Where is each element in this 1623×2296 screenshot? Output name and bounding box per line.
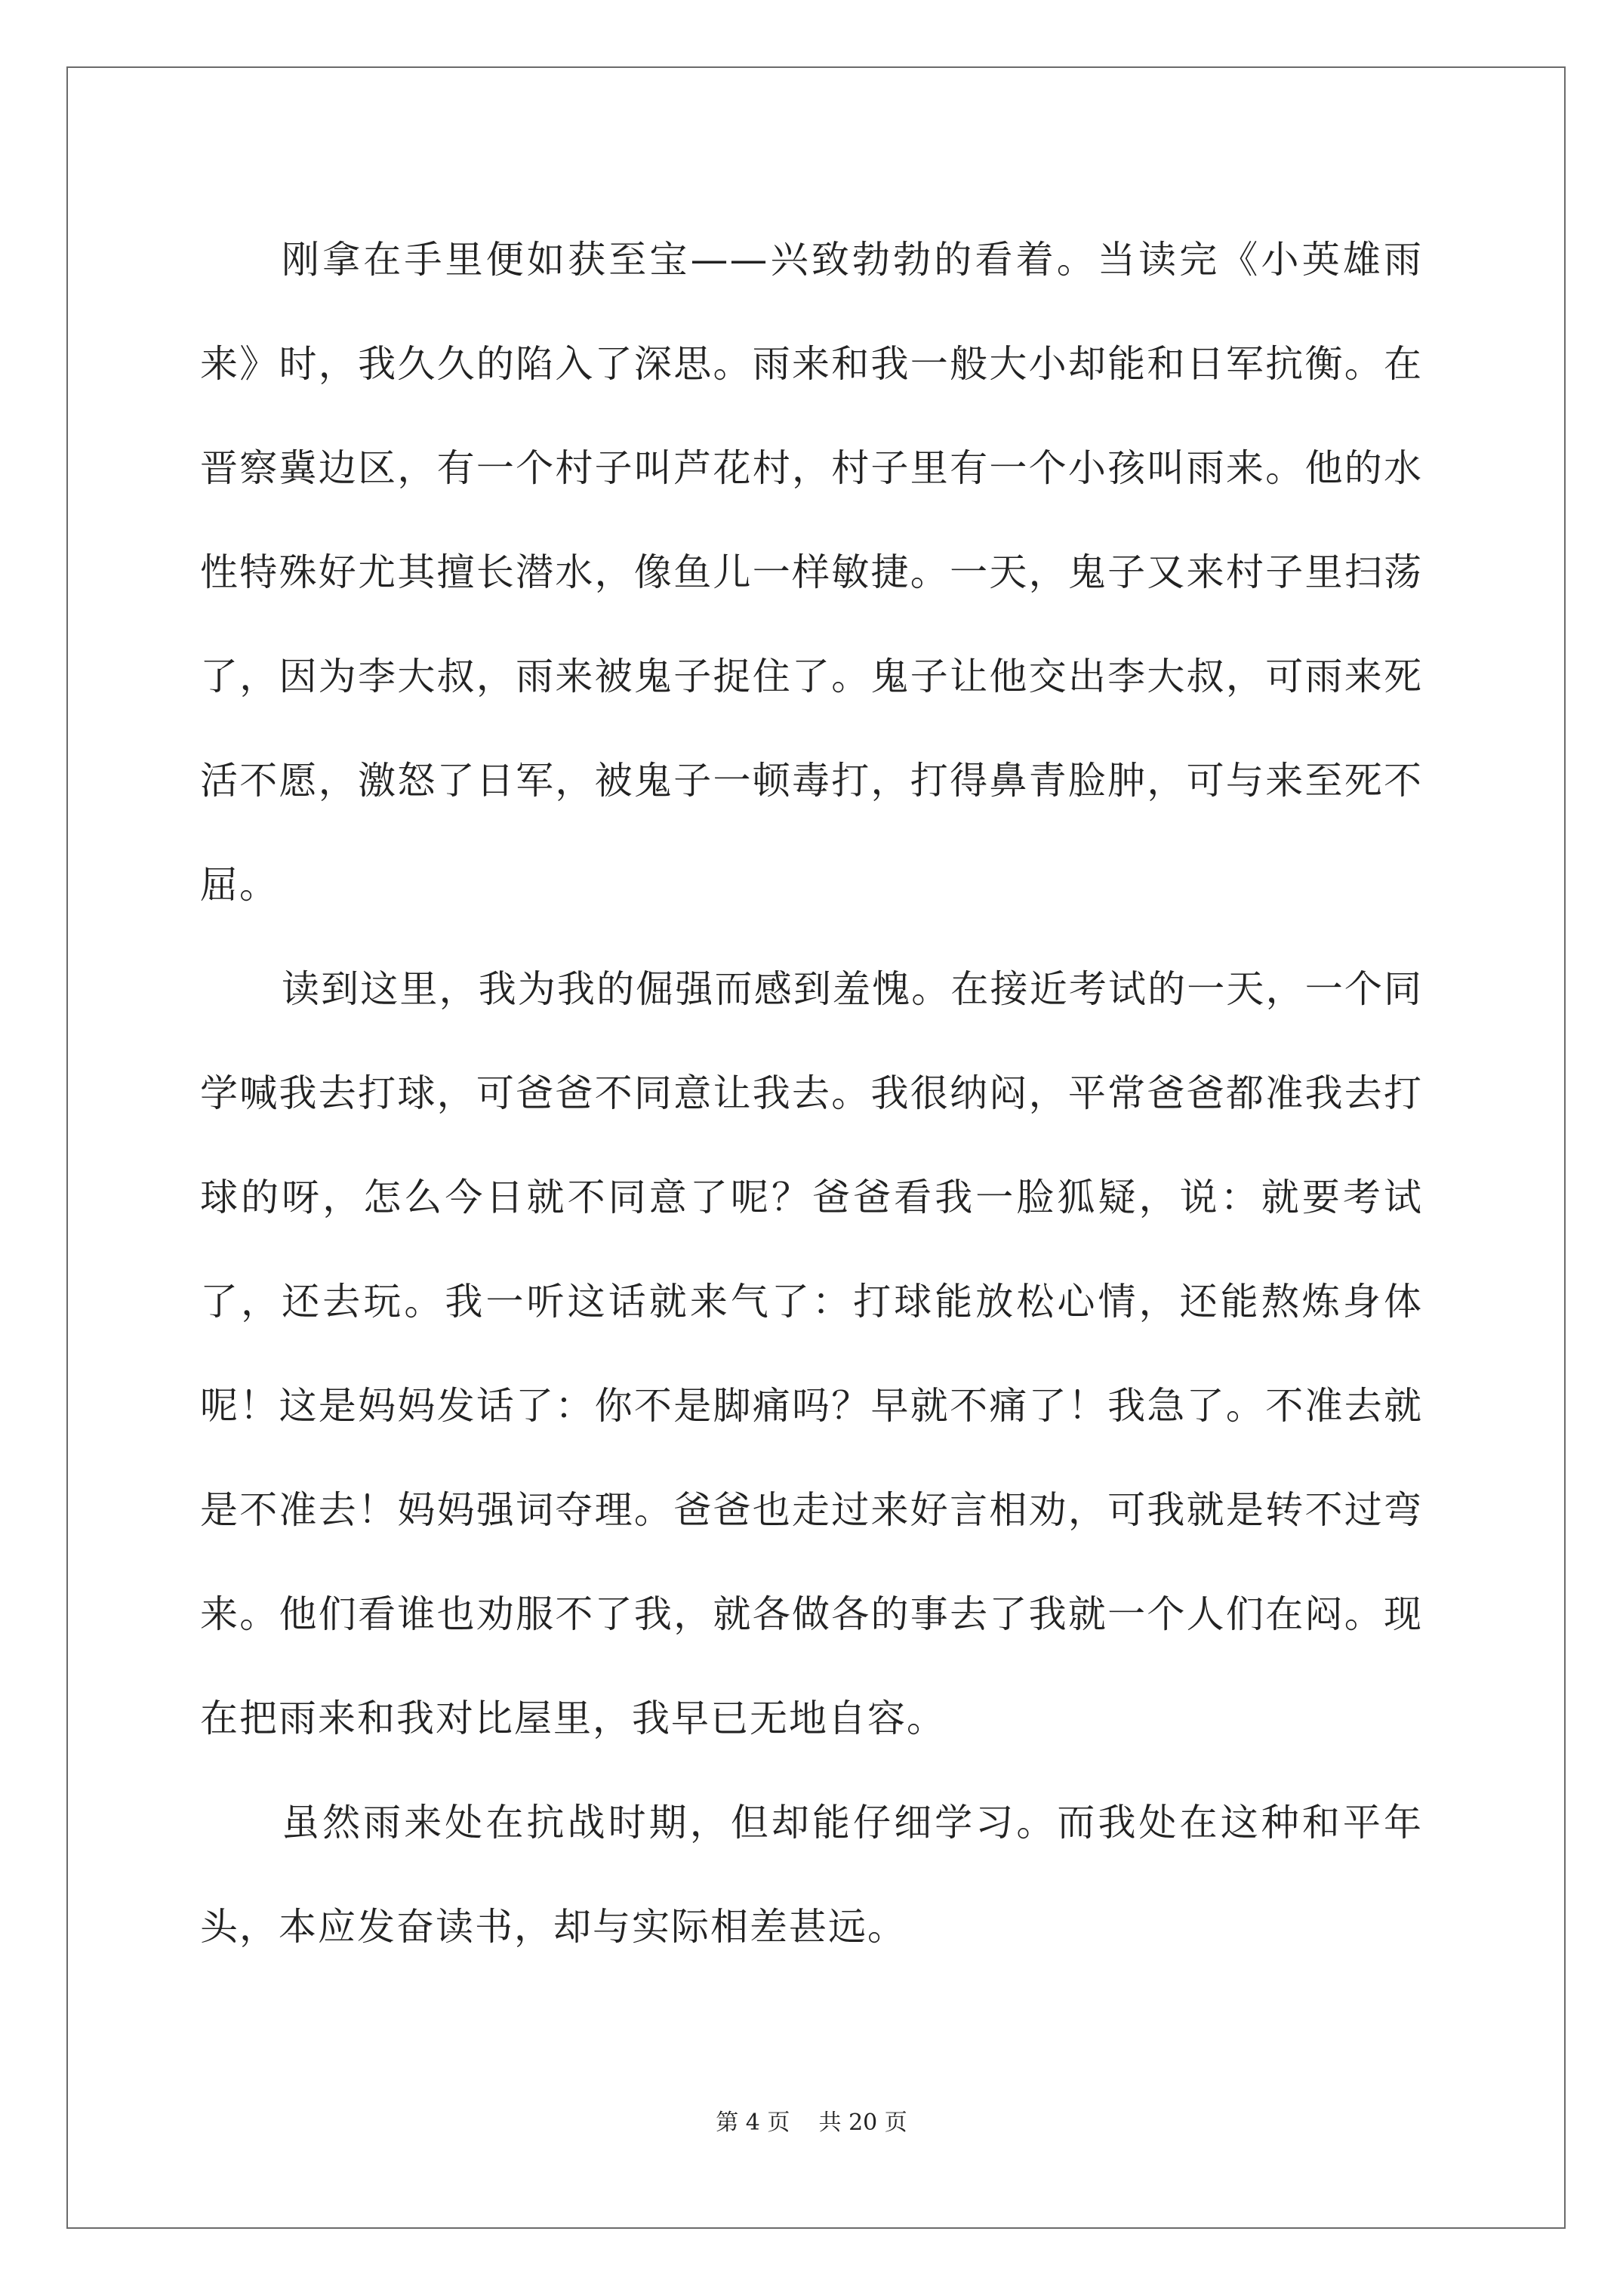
page-number: 第 4 页 [716, 2110, 790, 2136]
paragraph-3: 虽然雨来处在抗战时期，但却能仔细学习。而我处在这种和平年头，本应发奋读书，却与实际相差甚远。 [200, 1801, 1423, 1949]
paragraph-2: 读到这里，我为我的倔强而感到羞愧。在接近考试的一天，一个同学喊我去打球，可爸爸不同意让我去。我很纳闷，平常爸爸都准我去打球的呀，怎么今日就不同意了呢？爸爸看我一脸狐疑，说：就要考试了，还去玩。我一听这话就来气了：打球能放松心情，还能熬炼身体呢！这是妈妈发话了：你不是脚痛吗？早就不痛了！我急了。不准去就是不准去！妈妈强词夺理。爸爸也走过来好言相劝，可我就是转不过弯来。他们看谁也劝服不了我，就各做各的事去了我就一个人们在闷。现在把雨来和我对比屋里，我早已无地自容。 [200, 967, 1423, 1740]
page-total: 共 20 页 [818, 2110, 907, 2136]
paragraph-1: 刚拿在手里便如获至宝——兴致勃勃的看着。当读完《小英雄雨来》时，我久久的陷入了深思。雨来和我一般大小却能和日军抗衡。在晋察冀边区，有一个村子叫芦花村，村子里有一个小孩叫雨来。他的水性特殊好尤其擅长潜水，像鱼儿一样敏捷。一天，鬼子又来村子里扫荡了，因为李大叔，雨来被鬼子捉住了。鬼子让他交出李大叔，可雨来死活不愿，激怒了日军，被鬼子一顿毒打，打得鼻青脸肿，可与来至死不屈。 [200, 238, 1423, 907]
page-footer [0, 2108, 1623, 2138]
document-body [200, 208, 1423, 1979]
